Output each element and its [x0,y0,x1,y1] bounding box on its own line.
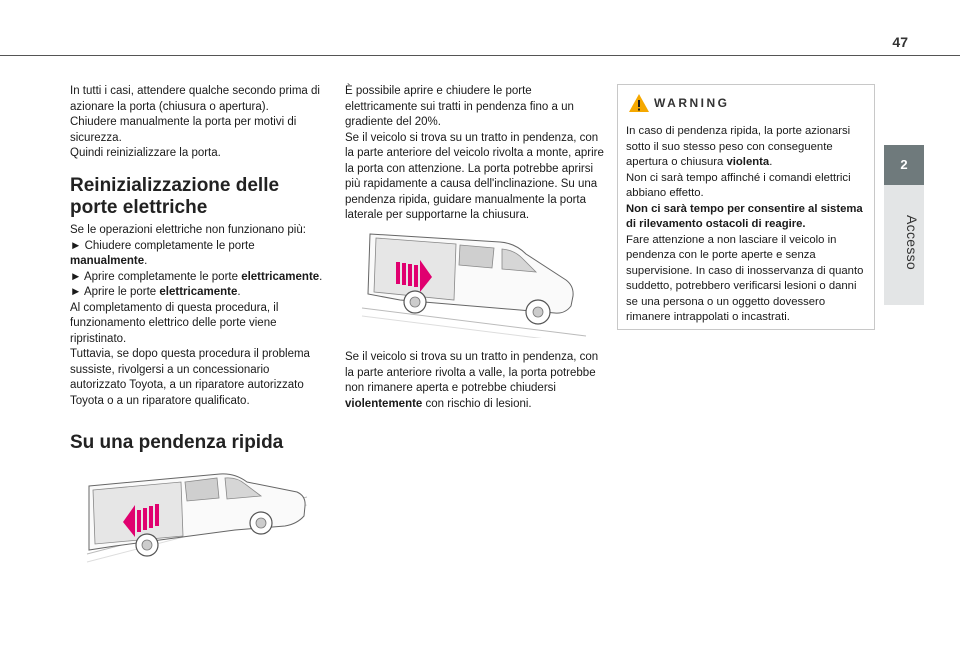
section-title: Su una pendenza ripida [70,432,284,453]
warning-triangle-icon [628,93,650,113]
page-number: 47 [892,34,908,50]
warning-para-2: Non ci sarà tempo affinché i comandi elettrici abbiano effetto. [626,171,851,199]
reinit-intro: Se le operazioni elettriche non funzionano più: [70,224,306,236]
reinit-step-3: ► Aprire le porte elettricamente. [70,286,241,298]
intro-line-1: In tutti i casi, attendere qualche secondo prima di azionare la porta (chiusura o apertura). [70,85,320,113]
reinit-after: Al completamento di questa procedura, il funzionamento elettrico delle porte viene ripristinato. [70,301,279,345]
illustration-van-downhill [85,472,310,572]
intro-line-3: Quindi reinizializzare la porta. [70,147,221,159]
warning-text [626,124,871,326]
intro-line-2: Chiudere manualmente la porta per motivi di sicurezza. [70,116,297,144]
section-heading-reinit [70,175,325,219]
col2-body [345,84,605,224]
reinit-step-2: ► Aprire completamente le porte elettricamente. [70,270,323,283]
reinit-step-1: ► Chiudere completamente le porte manualmente. [70,239,255,267]
illustration-van-uphill [360,228,590,338]
col2-body-lower [345,350,605,412]
col2-para-2: Se il veicolo si trova su un tratto in pendenza, con la parte anteriore del veicolo rivolta a monte, aprire la porta con attenzione. La porta potrebbe aprirsi più rapidamente a causa dell'inclinazione. Su una pendenza ripida, guidare manualmente la porta laterale per supportarne la chiusura. [345,131,604,221]
warning-title: WARNING [654,96,730,110]
section-heading-slope [70,432,325,454]
chapter-label: Accesso [904,215,920,271]
col1-reinit-body [70,223,325,409]
warning-box [617,84,875,330]
warning-header [628,93,730,113]
chapter-tab[interactable]: 2 [884,145,924,185]
section-title: Reinizializzazione delle porte elettriche [70,175,280,218]
warning-para-3: Non ci sarà tempo per consentire al sistema di rilevamento ostacoli di reagire. [626,202,863,230]
reinit-support: Tuttavia, se dopo questa procedura il problema sussiste, rivolgersi a un concessionario autorizzato Toyota, a un riparatore autorizzato Toyota o a un riparatore qualificato. [70,348,310,407]
header-rule [0,55,960,56]
warning-para-1: In caso di pendenza ripida, la porte azionarsi sotto il suo stesso peso con conseguente apertura o chiusura violenta. [626,125,851,168]
col1-intro [70,84,325,162]
warning-para-4: Fare attenzione a non lasciare il veicolo in pendenza con le porte aperte e senza supervisione. In caso di inosservanza di quanto suddetto, potrebbero verificarsi lesioni o danni se una persona o un oggetto dovessero rimanere intrappolati o incastrati. [626,233,864,323]
col2-para-1: È possibile aprire e chiudere le porte elettricamente sui tratti in pendenza fino a un gradiente del 20%. [345,85,574,128]
col2-para-3: Se il veicolo si trova su un tratto in pendenza, con la parte anteriore rivolta a valle, la porta potrebbe non rimanere aperta e potrebbe chiudersi violentemente con rischio di lesioni. [345,351,599,410]
